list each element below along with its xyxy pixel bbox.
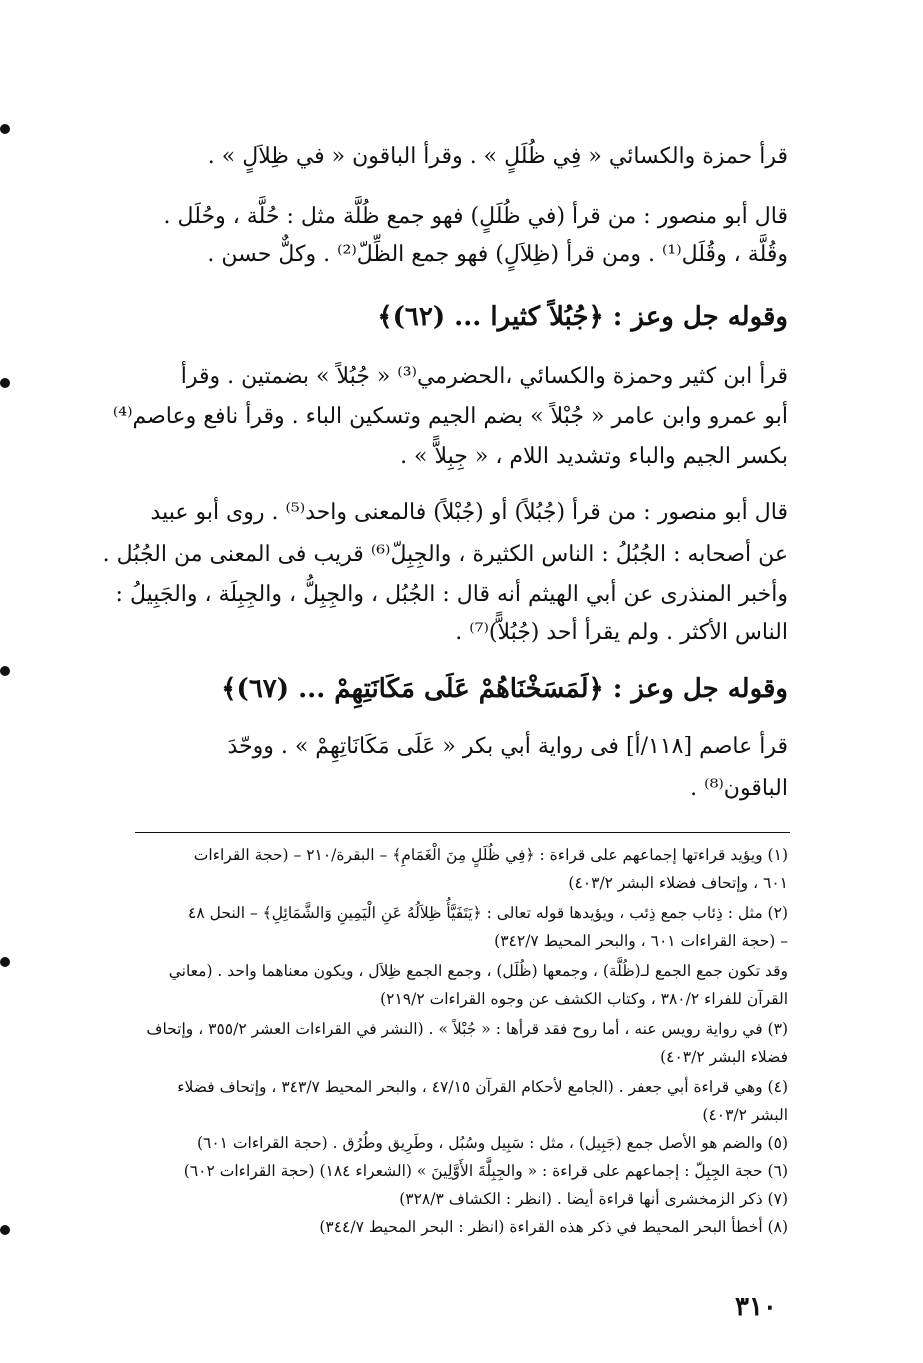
text-line: بكسر الجيم والباء وتشديد اللام ، « جِبِلاًّ » . <box>400 444 788 469</box>
footnote-line: البشر ٤٠٣/٢) <box>702 1106 788 1124</box>
footnote-line: القرآن للفراء ٣٨٠/٢ ، وكتاب الكشف عن وجوه القراءات ٢١٩/٢) <box>380 990 788 1008</box>
text-line: قال أبو منصور : من قرأ (في ظُلَلٍ) فهو جمع ظُلَّة مثل : حُلَّة ، وحُلَل . <box>163 204 788 229</box>
footnote-line: وقد تكون جمع الجمع لـ(ظُلَّة) ، وجمعها (ظُلَل) ، وجمع الجمع ظِلاَل ، ويكون معناهما واحد . (معاني <box>168 962 788 980</box>
footnote-line: (١) ويؤيد قراءتها إجماعهم على قراءة : ﴿فِي ظُلَلٍ مِنَ الْغَمَامِ﴾ – البقرة/٢١٠ – (حجة القراءات <box>193 846 788 864</box>
binding-mark <box>0 1225 10 1235</box>
binding-mark <box>0 124 10 134</box>
binding-mark <box>0 666 10 676</box>
footnote-line: ٦٠١ ، وإتحاف فضلاء البشر ٤٠٣/٢) <box>568 874 788 892</box>
text-line: الباقون⁽⁸⁾ . <box>690 776 788 801</box>
footnote-line: فضلاء البشر ٤٠٣/٢) <box>660 1048 788 1066</box>
footnote-line: (٣) في رواية رويس عنه ، أما روح فقد قرأها : « جُبْلاً » . (النشر في القراءات العشر ٣٥٥/٢ ، وإتحاف <box>146 1020 788 1038</box>
footnote-line: – (حجة القراءات ٦٠١ ، والبحر المحيط ٣٤٢/٧) <box>494 932 788 950</box>
text-line: قرأ عاصم [١١٨/أ] فى رواية أبي بكر « عَلَى مَكَانَاتِهِمْ » . ووحّدَ <box>227 734 788 759</box>
footnote-line: (٢) مثل : ذِئاب جمع ذِئب ، ويؤيدها قوله تعالى : ﴿يَتَفَيَّأُ ظِلاَلُهُ عَنِ الْيَمِينِ وَالشَّمَائِلِ﴾ – النحل ٤٨ <box>188 904 788 922</box>
text-line: أبو عمرو وابن عامر « جُبْلاً » بضم الجيم وتسكين الباء . وقرأ نافع وعاصم⁽⁴⁾ <box>112 404 788 429</box>
page-number: ٣١٠ <box>735 1292 777 1322</box>
footnote-line: (٧) ذكر الزمخشرى أنها قراءة أيضا . (انظر : الكشاف ٣٢٨/٣) <box>399 1190 788 1208</box>
text-line: قال أبو منصور : من قرأ (جُبُلاً) أو (جُبْلاً) فالمعنى واحد⁽⁵⁾ . روى أبو عبيد <box>150 500 788 525</box>
text-line: وأخبر المنذرى عن أبي الهيثم أنه قال : الجُبُل ، والجِبِلُّ ، والجِبِلَة ، والجَبِيلُ : <box>115 582 788 607</box>
text-line: قرأ ابن كثير وحمزة والكسائي ،الحضرمي⁽³⁾ « جُبُلاً » بضمتين . وقرأ <box>180 364 788 389</box>
verse-heading: وقوله جل وعز : ﴿جُبُلاً كثيرا ... (٦٢)﴾ <box>377 302 788 332</box>
footnote-line: (٦) حجة الجِبِلّ : إجماعهم على قراءة : « والجِبِلَّةَ الأَوَّلِينَ » (الشعراء ١٨٤) (حجة القراءات ٦٠٢) <box>183 1162 788 1180</box>
footnote-line: (٨) أخطأ البحر المحيط في ذكر هذه القراءة (انظر : البحر المحيط ٣٤٤/٧) <box>319 1218 788 1236</box>
text-line: قرأ حمزة والكسائي « فِي ظُلَلٍ » . وقرأ الباقون « في ظِلاَلٍ » . <box>207 144 788 169</box>
footnote-line: (٥) والضم هو الأصل جمع (جَبِيل) ، مثل : سَبِيل وسُبُل ، وطَرِيق وطُرُق . (حجة القراءات ٦٠١) <box>196 1134 788 1152</box>
binding-mark <box>0 378 10 388</box>
footnote-line: (٤) وهي قراءة أبي جعفر . (الجامع لأحكام القرآن ٤٧/١٥ ، والبحر المحيط ٣٤٣/٧ ، وإتحاف فضلاء <box>177 1078 788 1096</box>
binding-mark <box>0 957 10 967</box>
verse-heading: وقوله جل وعز : ﴿لَمَسَخْنَاهُمْ عَلَى مَكَانَتِهِمْ ... (٦٧)﴾ <box>221 674 788 704</box>
text-line: عن أصحابه : الجُبُلُ : الناس الكثيرة ، والجِبِلّ⁽⁶⁾ قريب فى المعنى من الجُبُل . <box>102 542 788 567</box>
text-line: الناس الأكثر . ولم يقرأ أحد (جُبُلاًّ)⁽⁷⁾ . <box>455 620 788 645</box>
footnote-rule <box>135 832 790 833</box>
text-line: وقُلَّة ، وقُلَل⁽¹⁾ . ومن قرأ (ظِلاَلٍ) فهو جمع الظِّلّ⁽²⁾ . وكلٌّ حسن . <box>207 242 788 267</box>
